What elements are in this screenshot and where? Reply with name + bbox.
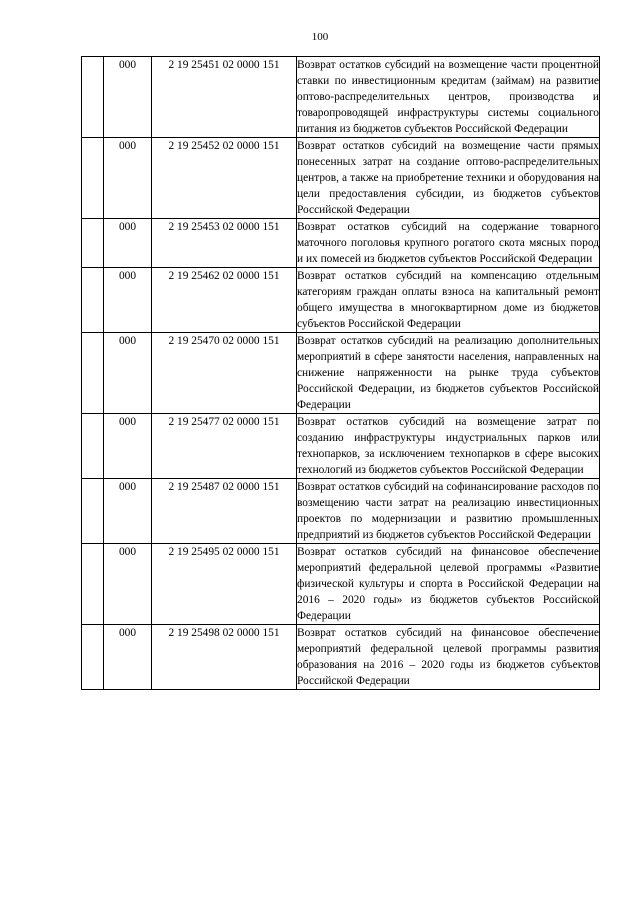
income-name-cell: Возврат остатков субсидий на возмещение части прямых понесенных затрат на создание оптово-распределительных центров, а также на приобретение техники и оборудования на цели предоставления субсидии, из бюджетов субъектов Российской Федерации: [297, 138, 600, 219]
admin-code-cell: 000: [104, 544, 152, 625]
income-name-cell: Возврат остатков субсидий на финансовое обеспечение мероприятий федеральной целевой программы развития образования на 2016 – 2020 годы из бюджетов субъектов Российской Федерации: [297, 625, 600, 690]
income-name-cell: Возврат остатков субсидий на возмещение части процентной ставки по инвестиционным кредитам (займам) на развитие оптово-распределительных центров, производства и товаропроводящей инфраструктуры системы социального питания из бюджетов субъектов Российской Федерации: [297, 57, 600, 138]
admin-code-cell: 000: [104, 625, 152, 690]
blank-cell: [82, 268, 104, 333]
table-row: [82, 544, 600, 625]
blank-cell: [82, 219, 104, 268]
blank-cell: [82, 479, 104, 544]
budget-classification-table: [81, 56, 600, 690]
admin-code-cell: 000: [104, 268, 152, 333]
blank-cell: [82, 333, 104, 414]
income-name-cell: Возврат остатков субсидий на софинансирование расходов по возмещению части затрат на реализацию инвестиционных проектов по модернизации и развитию промышленных предприятий из бюджетов субъектов Российской Федерации: [297, 479, 600, 544]
blank-cell: [82, 138, 104, 219]
income-name-cell: Возврат остатков субсидий на финансовое обеспечение мероприятий федеральной целевой программы «Развитие физической культуры и спорта в Российской Федерации на 2016 – 2020 годы» из бюджетов субъектов Российской Федерации: [297, 544, 600, 625]
admin-code-cell: 000: [104, 479, 152, 544]
table-row: [82, 268, 600, 333]
table-row: [82, 333, 600, 414]
income-name-cell: Возврат остатков субсидий на реализацию дополнительных мероприятий в сфере занятости населения, направленных на снижение напряженности на рынке труда субъектов Российской Федерации, из бюджетов субъектов Российской Федерации: [297, 333, 600, 414]
budget-code-cell: 2 19 25487 02 0000 151: [152, 479, 297, 544]
table-row: [82, 57, 600, 138]
budget-code-cell: 2 19 25470 02 0000 151: [152, 333, 297, 414]
admin-code-cell: 000: [104, 57, 152, 138]
budget-code-cell: 2 19 25495 02 0000 151: [152, 544, 297, 625]
table-row: [82, 138, 600, 219]
blank-cell: [82, 57, 104, 138]
budget-code-cell: 2 19 25451 02 0000 151: [152, 57, 297, 138]
table-row: [82, 625, 600, 690]
admin-code-cell: 000: [104, 414, 152, 479]
budget-code-cell: 2 19 25462 02 0000 151: [152, 268, 297, 333]
income-name-cell: Возврат остатков субсидий на компенсацию отдельным категориям граждан оплаты взноса на капитальный ремонт общего имущества в многоквартирном доме из бюджетов субъектов Российской Федерации: [297, 268, 600, 333]
table-row: [82, 414, 600, 479]
budget-code-cell: 2 19 25453 02 0000 151: [152, 219, 297, 268]
page-number: 100: [311, 31, 329, 43]
budget-code-cell: 2 19 25477 02 0000 151: [152, 414, 297, 479]
budget-code-cell: 2 19 25498 02 0000 151: [152, 625, 297, 690]
admin-code-cell: 000: [104, 138, 152, 219]
income-name-cell: Возврат остатков субсидий на возмещение затрат по созданию инфраструктуры индустриальных парков или технопарков, за исключением технопарков в сфере высоких технологий из бюджетов субъектов Российской Федерации: [297, 414, 600, 479]
blank-cell: [82, 544, 104, 625]
blank-cell: [82, 414, 104, 479]
admin-code-cell: 000: [104, 333, 152, 414]
blank-cell: [82, 625, 104, 690]
income-name-cell: Возврат остатков субсидий на содержание товарного маточного поголовья крупного рогатого скота мясных пород и их помесей из бюджетов субъектов Российской Федерации: [297, 219, 600, 268]
table-row: [82, 219, 600, 268]
table-row: [82, 479, 600, 544]
admin-code-cell: 000: [104, 219, 152, 268]
budget-code-cell: 2 19 25452 02 0000 151: [152, 138, 297, 219]
